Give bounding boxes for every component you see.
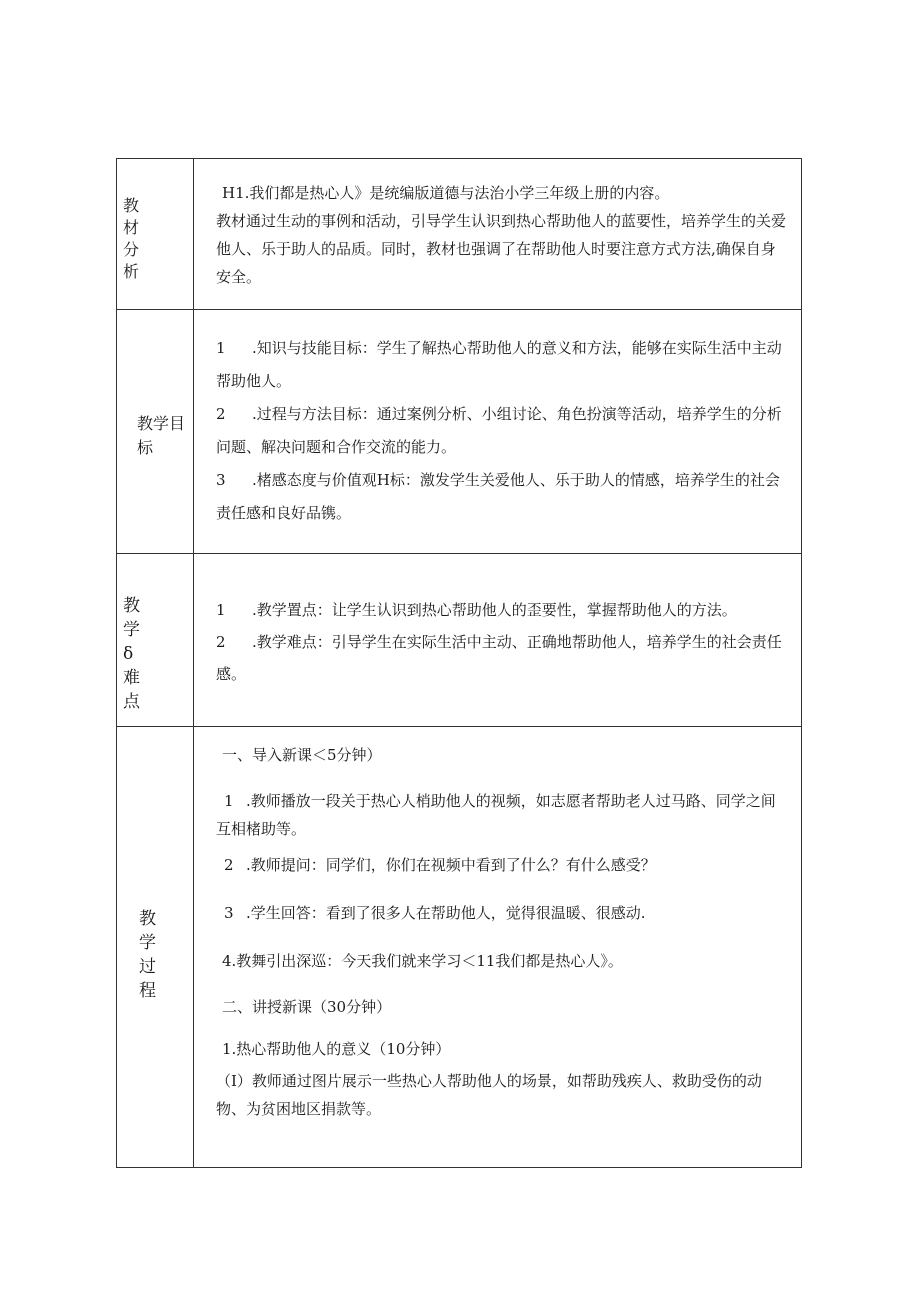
- item-number: 3: [216, 471, 226, 489]
- item-text: .楮感态度与价值观H标：激发学生关爱他人、乐于助人的情感，培养学生的社会责任感和良好品镌。: [216, 471, 780, 522]
- row-teaching-goals: [117, 310, 801, 554]
- list-item: [216, 899, 787, 927]
- item-number: 2: [216, 405, 226, 423]
- paragraph: H1.我们都是热心人》是统编版道德与法治小学三年级上册的内容。: [222, 184, 670, 202]
- list-item: [216, 787, 787, 843]
- row-material-analysis: [117, 159, 801, 310]
- label-cell: [117, 727, 194, 1167]
- label-cell: [117, 159, 194, 309]
- content-cell: [194, 159, 801, 309]
- row-label: 教学过程: [139, 909, 156, 1001]
- sub-heading: 1.热心帮助他人的意义（10分钟）: [222, 1040, 451, 1058]
- list-item: [216, 851, 787, 879]
- item-text: .教学置点：让学生认识到热心帮助他人的歪要性，掌握帮助他人的方法。: [252, 601, 737, 619]
- row-label: 教学目标: [137, 414, 186, 457]
- content-cell: [194, 554, 801, 726]
- list-item: 4.教舞引出深巡：今天我们就来学习＜11我们都是热心人》。: [222, 952, 623, 970]
- label-cell: [117, 554, 194, 726]
- content-cell: [194, 310, 801, 553]
- item-number: 1: [216, 601, 226, 619]
- item-text: .教师播放一段关于热心人梢助他人的视频，如志愿者帮助老人过马路、同学之间互相楮助等。: [216, 792, 776, 838]
- list-item: [216, 594, 787, 626]
- item-number: 1: [216, 339, 226, 357]
- section-heading: 一、导入新课＜5分钟）: [222, 746, 382, 764]
- item-number: 3: [224, 904, 234, 922]
- list-item: [216, 332, 787, 398]
- item-text: .知识与技能目标：学生了解热心帮助他人的意义和方法，能够在实际生活中主动帮助他人。: [216, 339, 782, 390]
- section-heading: 二、讲授新课（30分钟）: [222, 998, 392, 1016]
- list-item: [216, 626, 787, 690]
- label-cell: [117, 310, 194, 553]
- row-teaching-process: [117, 727, 801, 1167]
- item-text: .过程与方法目标：通过案例分析、小组讨论、角色扮演等活动，培养学生的分析问题、解决问题和合作交流的能力。: [216, 405, 782, 456]
- row-key-points: [117, 554, 801, 727]
- list-item: [216, 464, 787, 530]
- paragraph: 教材通过生动的事例和活动，引导学生认识到热心帮助他人的蓝要性，培养学生的关爱他人、乐于助人的品质。同时，教材也强调了在帮助他人时要注意方式方法,确保自身安全。: [216, 212, 787, 286]
- row-label: 教材分析: [123, 196, 140, 281]
- list-item: [216, 398, 787, 464]
- item-text: .教学难点：引导学生在实际生活中主动、正确地帮助他人，培养学生的社会责任感。: [216, 633, 782, 683]
- item-text: .学生回答：看到了很多人在帮助他人，觉得很温暖、很感动.: [246, 904, 646, 922]
- item-number: 1: [224, 792, 234, 810]
- lesson-plan-table: [116, 158, 802, 1168]
- content-cell: [194, 727, 801, 1167]
- item-number: 2: [224, 856, 234, 874]
- item-text: .教师提问：同学们，你们在视频中看到了什么？有什么感受？: [246, 856, 656, 874]
- row-label: 教学δ难点: [123, 596, 140, 712]
- list-item: （I）教师通过图片展示一些热心人帮助他人的场景，如帮助残疾人、救助受伤的动物、为贫困地区捐款等。: [216, 1072, 762, 1118]
- item-number: 2: [216, 633, 226, 651]
